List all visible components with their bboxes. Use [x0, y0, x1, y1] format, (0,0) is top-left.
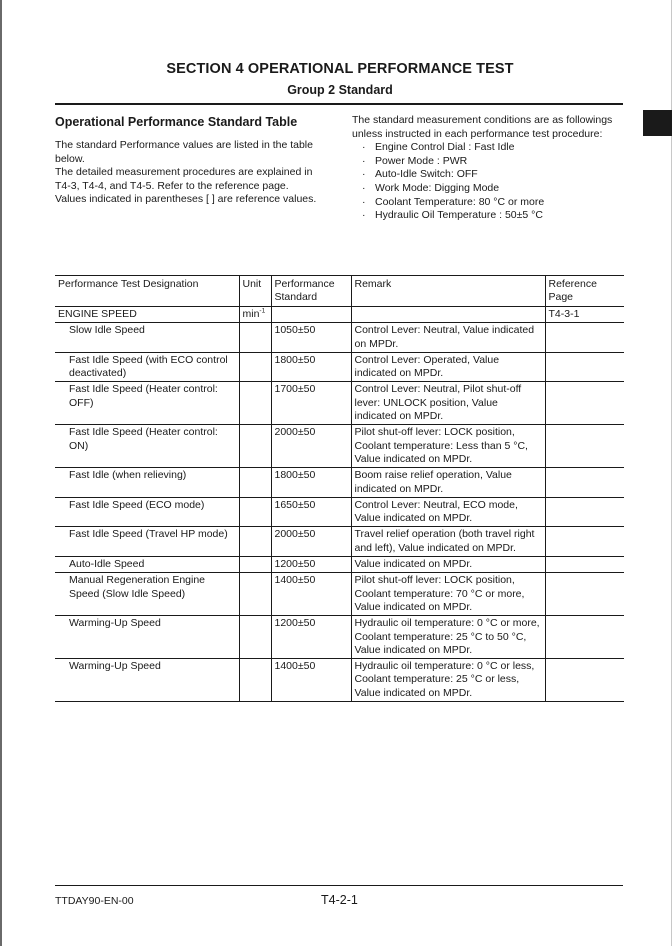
condition-text: Engine Control Dial : Fast Idle [375, 141, 515, 154]
group-standard-empty [271, 307, 351, 323]
table-row [55, 659, 624, 702]
table-header-row [55, 276, 624, 307]
intro-block [55, 115, 335, 207]
standard-cell: 1400±50 [271, 659, 351, 702]
unit-cell [239, 468, 271, 498]
condition-text: Hydraulic Oil Temperature : 50±5 °C [375, 209, 543, 222]
intro-line: The detailed measurement procedures are explained in [55, 166, 313, 179]
condition-text: Coolant Temperature: 80 °C or more [375, 195, 545, 208]
reference-cell [545, 425, 624, 468]
standard-cell: 1200±50 [271, 557, 351, 573]
remark-cell: Control Lever: Operated, Value indicated on MPDr. [351, 352, 545, 382]
designation-cell: Warming-Up Speed [69, 660, 161, 673]
conditions-list [352, 141, 627, 223]
remark-cell: Pilot shut-off lever: LOCK position, Coolant temperature: Less than 5 °C, Value indicated on MPDr. [351, 425, 545, 468]
standard-cell: 1700±50 [271, 382, 351, 425]
group-title: Group 2 Standard [287, 83, 393, 97]
reference-cell [545, 497, 624, 527]
performance-standard-table [55, 275, 624, 702]
remark-cell: Boom raise relief operation, Value indicated on MPDr. [351, 468, 545, 498]
condition-item [362, 182, 627, 196]
reference-cell [545, 382, 624, 425]
intro-line: The standard Performance values are listed in the table [55, 139, 313, 151]
unit-cell [239, 557, 271, 573]
standard-cell: 1400±50 [271, 573, 351, 616]
footer-divider [55, 885, 623, 886]
unit-cell [239, 497, 271, 527]
remark-cell: Control Lever: Neutral, Pilot shut-off lever: UNLOCK position, Value indicated on MPDr. [351, 382, 545, 425]
col-header-unit: Unit [239, 276, 271, 307]
designation-cell: Warming-Up Speed [69, 617, 161, 630]
bullet-dot-icon: · [362, 154, 366, 167]
page-number: T4-2-1 [321, 893, 358, 907]
unit-cell [239, 425, 271, 468]
group-name: ENGINE SPEED [58, 308, 137, 320]
bullet-dot-icon: · [362, 141, 366, 154]
conditions-intro-line: The standard measurement conditions are as followings [352, 114, 613, 126]
designation-cell: Fast Idle Speed (Heater control: OFF) [69, 383, 218, 409]
table-row [55, 382, 624, 425]
unit-base: min [242, 308, 260, 320]
remark-cell: Control Lever: Neutral, Value indicated on MPDr. [351, 323, 545, 353]
condition-text: Power Mode : PWR [375, 154, 468, 167]
reference-cell [545, 323, 624, 353]
designation-cell: Manual Regeneration Engine Speed (Slow Idle Speed) [69, 574, 206, 600]
unit-cell [239, 573, 271, 616]
col-header-remark: Remark [351, 276, 545, 307]
conditions-intro-line: unless instructed in each performance test procedure: [352, 127, 603, 140]
condition-text: Work Mode: Digging Mode [375, 181, 500, 194]
designation-cell: Fast Idle (when relieving) [69, 469, 187, 482]
unit-cell [239, 382, 271, 425]
designation-cell: Fast Idle Speed (with ECO control deactivated) [69, 353, 228, 380]
unit-cell [239, 659, 271, 702]
conditions-block [352, 114, 627, 223]
section-title: SECTION 4 OPERATIONAL PERFORMANCE TEST [166, 61, 514, 77]
remark-cell: Travel relief operation (both travel right and left), Value indicated on MPDr. [351, 527, 545, 557]
standard-cell: 1650±50 [271, 497, 351, 527]
group-unit [239, 307, 271, 323]
designation-cell: Fast Idle Speed (ECO mode) [69, 498, 205, 511]
reference-cell [545, 468, 624, 498]
standard-cell: 2000±50 [271, 425, 351, 468]
standard-cell: 1200±50 [271, 616, 351, 659]
remark-cell: Hydraulic oil temperature: 0 °C or less, Coolant temperature: 25 °C or less, Value indicated on MPDr. [351, 659, 545, 702]
bullet-dot-icon: · [362, 181, 366, 194]
unit-cell [239, 352, 271, 382]
remark-cell: Control Lever: Neutral, ECO mode, Value indicated on MPDr. [351, 497, 545, 527]
table-row [55, 352, 624, 382]
bullet-dot-icon: · [362, 168, 366, 181]
designation-cell: Auto-Idle Speed [69, 558, 145, 571]
bullet-dot-icon: · [362, 195, 366, 208]
col-header-standard: Performance Standard [271, 276, 351, 307]
remark-cell: Hydraulic oil temperature: 0 °C or more, Coolant temperature: 25 °C to 50 °C, Value indicated on MPDr. [351, 616, 545, 659]
unit-cell [239, 323, 271, 353]
designation-cell: Fast Idle Speed (Travel HP mode) [69, 528, 228, 541]
group-row-engine-speed [55, 307, 624, 323]
standard-cell: 2000±50 [271, 527, 351, 557]
designation-cell: Fast Idle Speed (Heater control: ON) [69, 426, 218, 452]
condition-item [362, 196, 627, 210]
standard-cell: 1800±50 [271, 468, 351, 498]
table-row [55, 497, 624, 527]
reference-cell [545, 557, 624, 573]
reference-cell [545, 352, 624, 382]
remark-cell: Value indicated on MPDr. [351, 557, 545, 573]
table-row [55, 425, 624, 468]
standard-cell: 1800±50 [271, 352, 351, 382]
table-row [55, 468, 624, 498]
intro-line: below. [55, 152, 85, 165]
page-left-edge [0, 0, 2, 946]
document-code: TTDAY90-EN-00 [55, 895, 134, 907]
designation-cell: Slow Idle Speed [69, 324, 145, 337]
condition-item [362, 209, 627, 223]
condition-item [362, 141, 627, 155]
unit-cell [239, 527, 271, 557]
table-row [55, 527, 624, 557]
intro-heading: Operational Performance Standard Table [55, 115, 298, 129]
group-reference: T4-3-1 [545, 307, 624, 323]
remark-cell: Pilot shut-off lever: LOCK position, Coolant temperature: 70 °C or more, Value indicated on MPDr. [351, 573, 545, 616]
table-row [55, 616, 624, 659]
condition-text: Auto-Idle Switch: OFF [375, 168, 478, 181]
table-row [55, 557, 624, 573]
standard-cell: 1050±50 [271, 323, 351, 353]
reference-cell [545, 573, 624, 616]
bullet-dot-icon: · [362, 209, 366, 222]
section-thumb-tab [643, 110, 672, 136]
condition-item [362, 155, 627, 169]
intro-line: T4-3, T4-4, and T4-5. Refer to the reference page. [55, 179, 289, 192]
reference-cell [545, 616, 624, 659]
table-row [55, 573, 624, 616]
col-header-designation: Performance Test Designation [58, 278, 199, 290]
table-row [55, 323, 624, 353]
reference-cell [545, 659, 624, 702]
header-divider [55, 103, 623, 105]
reference-cell [545, 527, 624, 557]
col-header-reference: Reference Page [545, 276, 624, 307]
intro-line: Values indicated in parentheses [ ] are reference values. [55, 193, 317, 206]
unit-cell [239, 616, 271, 659]
unit-exponent: -1 [259, 307, 266, 315]
group-remark-empty [351, 307, 545, 323]
condition-item [362, 168, 627, 182]
